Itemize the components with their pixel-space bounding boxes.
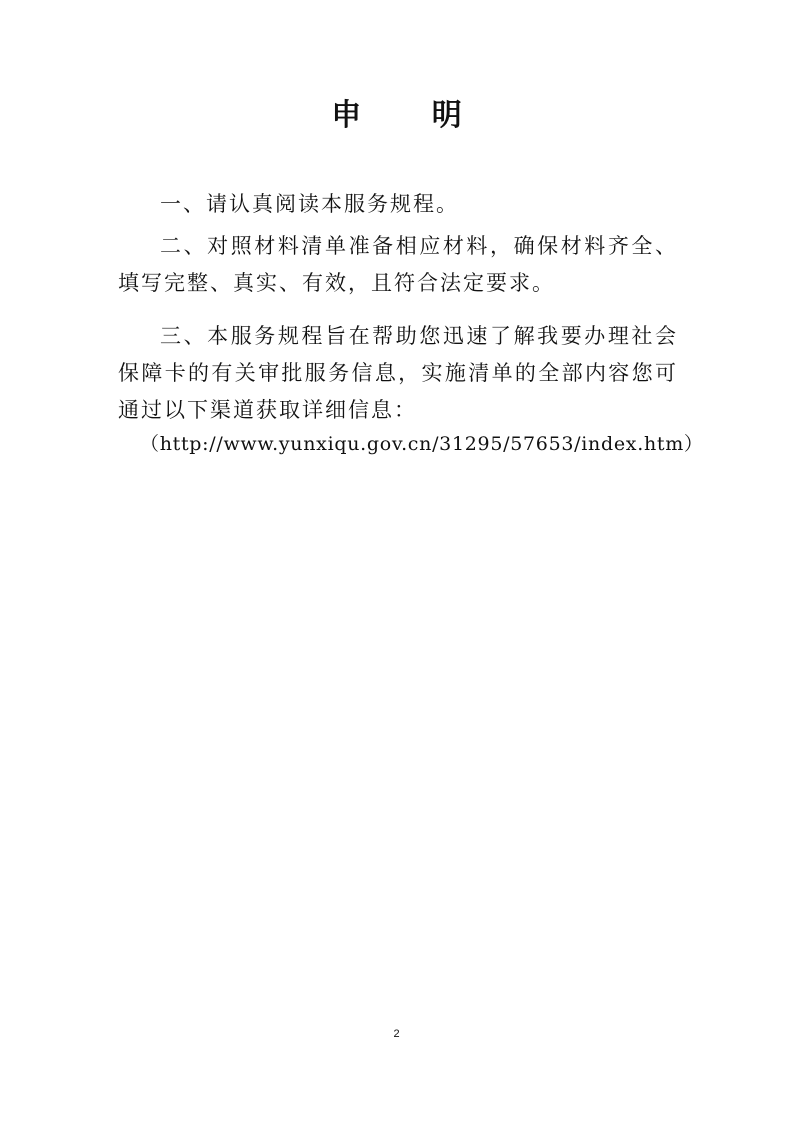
page-number: 2 <box>393 1028 400 1040</box>
paragraph-read-carefully: 一、请认真阅读本服务规程。 <box>160 192 459 216</box>
information-url: （http://www.yunxiqu.gov.cn/31295/57653/index.htm） <box>140 433 704 455</box>
paragraph-prepare-materials: 二、对照材料清单准备相应材料，确保材料齐全、填写完整、真实、有效，且符合法定要求。 <box>118 234 678 295</box>
page-title: 申 明 <box>331 98 492 133</box>
paragraph-service-information: 三、本服务规程旨在帮助您迅速了解我要办理社会保障卡的有关审批服务信息，实施清单的全部内容您可通过以下渠道获取详细信息： <box>118 324 678 422</box>
